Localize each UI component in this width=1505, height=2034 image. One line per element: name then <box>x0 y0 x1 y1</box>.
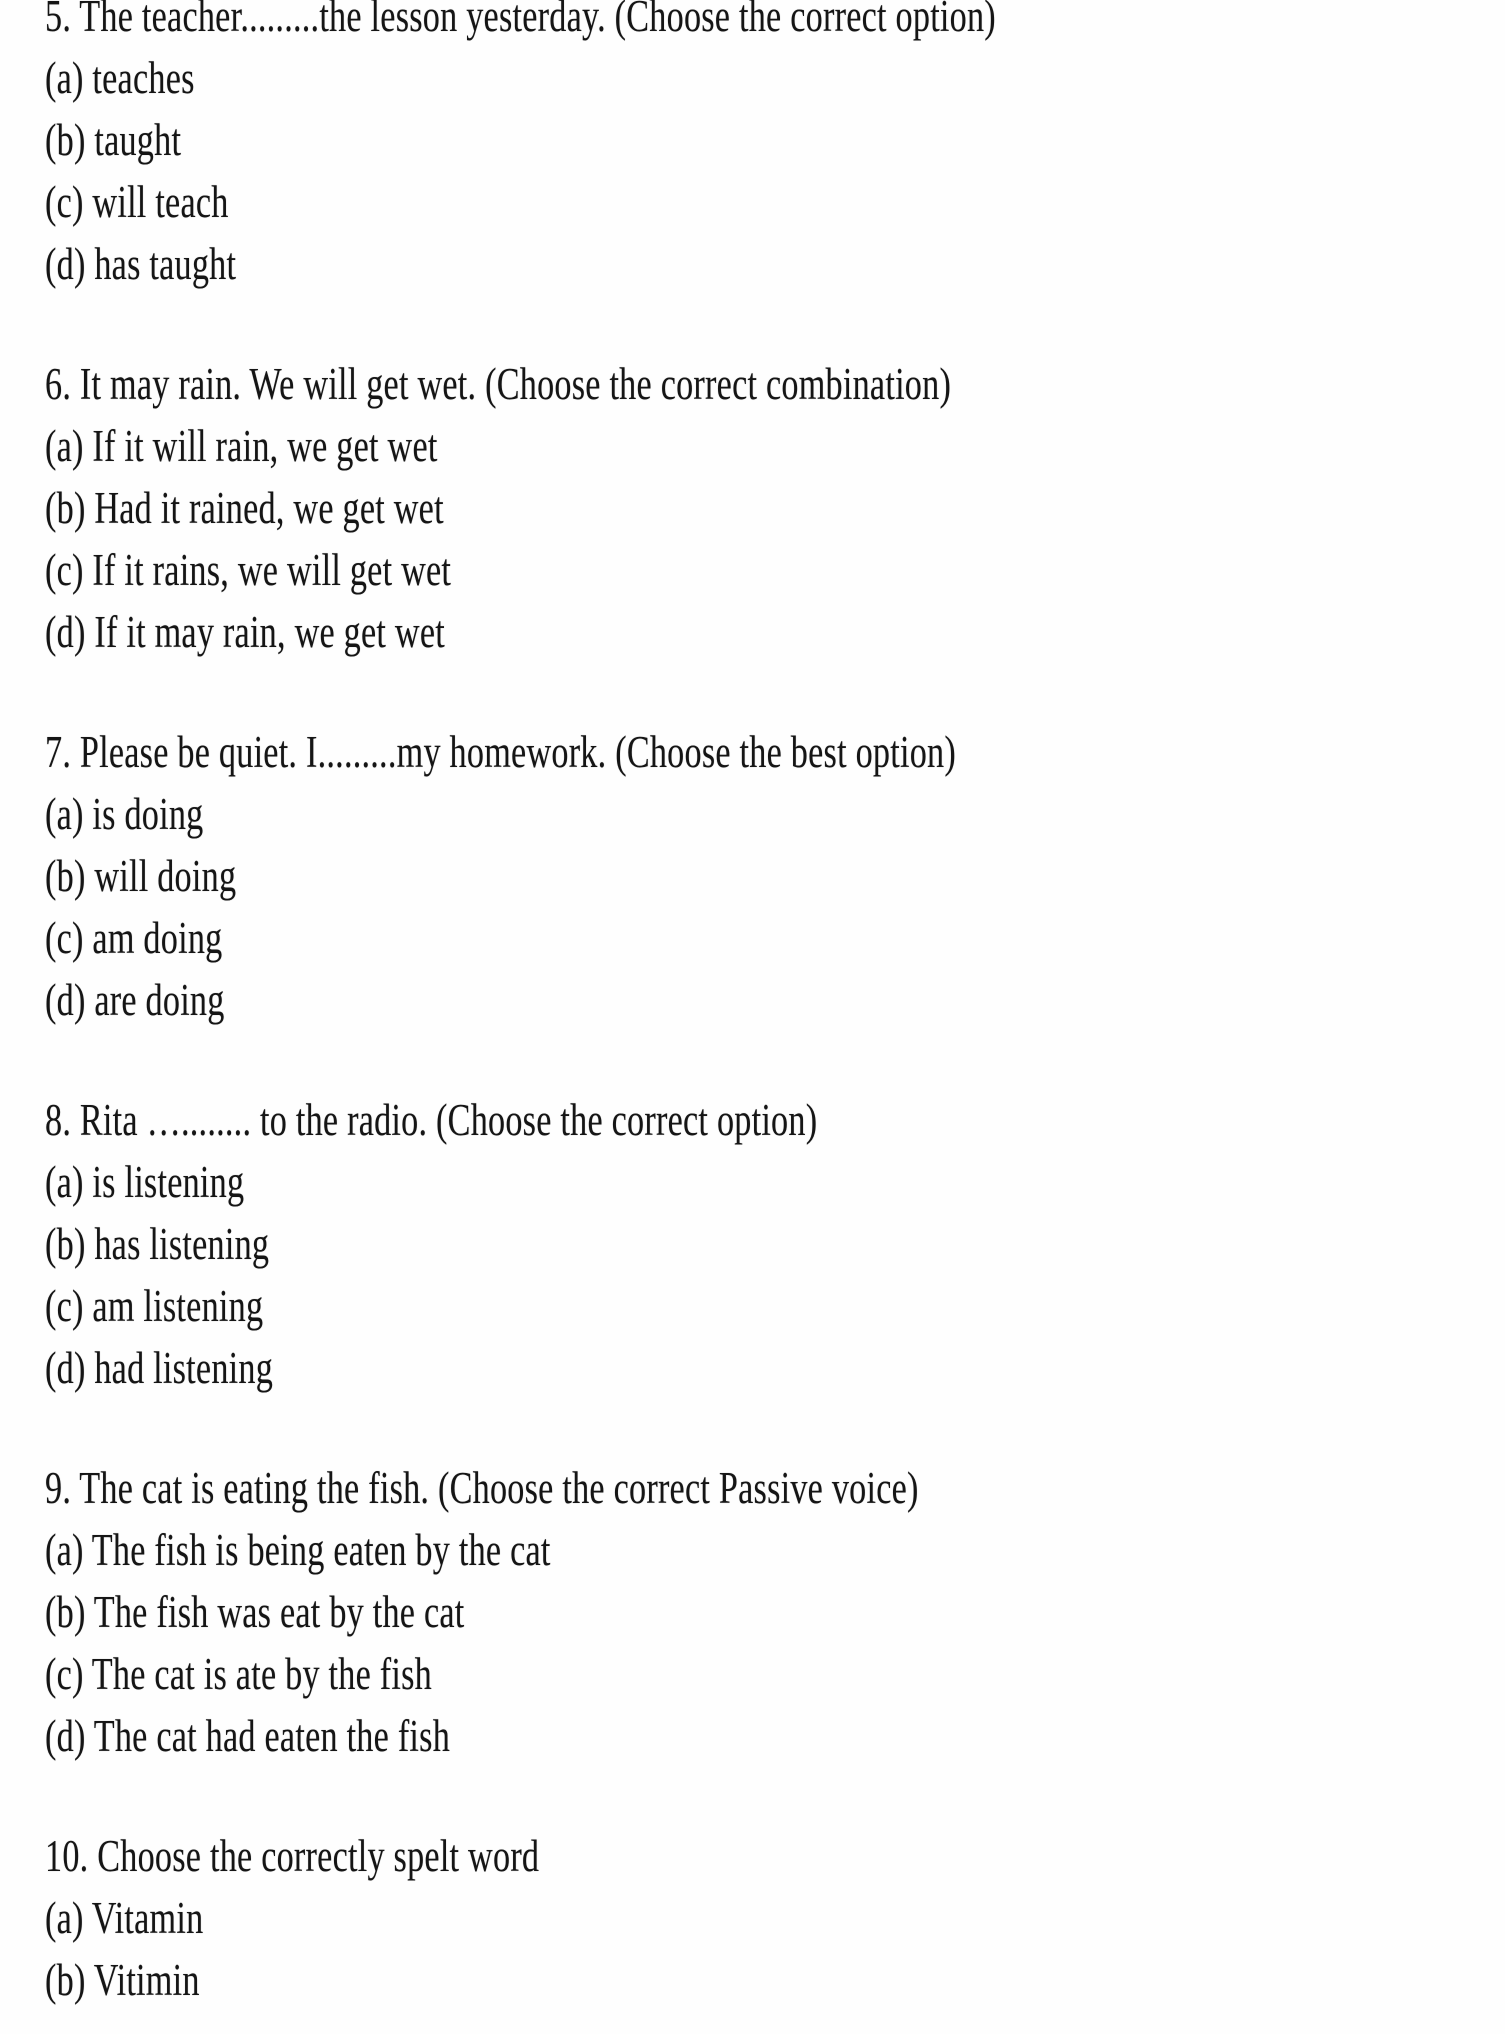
answer-option-text: (c) will teach <box>45 177 229 227</box>
question-prompt <box>45 726 1495 788</box>
answer-option-text: (b) The fish was eat by the cat <box>45 1587 465 1637</box>
question-block-10 <box>45 1830 1495 2016</box>
answer-option <box>45 606 1495 668</box>
question-prompt <box>45 1462 1495 1524</box>
answer-option-text: (c) If it rains, we will get wet <box>45 545 452 595</box>
answer-option-text: (a) teaches <box>45 53 195 103</box>
answer-option-text: (a) is listening <box>45 1157 245 1207</box>
answer-option <box>45 1586 1495 1648</box>
answer-option-text: (b) has listening <box>45 1219 270 1269</box>
question-prompt-text: 8. Rita …........ to the radio. (Choose the correct option) <box>45 1095 818 1145</box>
answer-option-text: (a) is doing <box>45 789 204 839</box>
answer-option-text: (c) am doing <box>45 913 223 963</box>
question-prompt-text: 6. It may rain. We will get wet. (Choose the correct combination) <box>45 359 952 409</box>
question-block-5 <box>45 0 1495 300</box>
answer-option <box>45 974 1495 1036</box>
answer-option <box>45 850 1495 912</box>
question-prompt-text: 9. The cat is eating the fish. (Choose the correct Passive voice) <box>45 1463 919 1513</box>
question-block-9 <box>45 1462 1495 1772</box>
answer-option-text: (d) has taught <box>45 239 237 289</box>
answer-option <box>45 176 1495 238</box>
question-prompt <box>45 1830 1495 1892</box>
answer-option <box>45 788 1495 850</box>
answer-option <box>45 238 1495 300</box>
answer-option-text: (d) If it may rain, we get wet <box>45 607 445 657</box>
answer-option-text: (c) The cat is ate by the fish <box>45 1649 433 1699</box>
answer-option-text: (c) am listening <box>45 1281 264 1331</box>
answer-option-text: (b) taught <box>45 115 182 165</box>
answer-option-text: (d) are doing <box>45 975 225 1025</box>
quiz-content <box>45 0 1495 2016</box>
answer-option-text: (a) The fish is being eaten by the cat <box>45 1525 551 1575</box>
question-prompt <box>45 358 1495 420</box>
question-prompt-text: 10. Choose the correctly spelt word <box>45 1831 540 1881</box>
answer-option <box>45 1892 1495 1954</box>
answer-option <box>45 1710 1495 1772</box>
question-block-6 <box>45 358 1495 668</box>
question-block-7 <box>45 726 1495 1036</box>
question-prompt <box>45 1094 1495 1156</box>
answer-option <box>45 1954 1495 2016</box>
question-prompt-text: 5. The teacher.........the lesson yesterday. (Choose the correct option) <box>45 0 996 41</box>
question-prompt-text: 7. Please be quiet. I.........my homework. (Choose the best option) <box>45 727 956 777</box>
answer-option-text: (a) Vitamin <box>45 1893 204 1943</box>
answer-option-text: (b) will doing <box>45 851 237 901</box>
answer-option-text: (d) The cat had eaten the fish <box>45 1711 451 1761</box>
answer-option <box>45 1280 1495 1342</box>
answer-option <box>45 52 1495 114</box>
answer-option-text: (b) Vitimin <box>45 1955 200 2005</box>
answer-option <box>45 420 1495 482</box>
answer-option-text: (d) had listening <box>45 1343 274 1393</box>
answer-option-text: (a) If it will rain, we get wet <box>45 421 438 471</box>
answer-option <box>45 114 1495 176</box>
answer-option <box>45 912 1495 974</box>
answer-option <box>45 1524 1495 1586</box>
answer-option-text: (b) Had it rained, we get wet <box>45 483 444 533</box>
answer-option <box>45 544 1495 606</box>
answer-option <box>45 1648 1495 1710</box>
question-prompt <box>45 0 1495 52</box>
answer-option <box>45 1156 1495 1218</box>
answer-option <box>45 482 1495 544</box>
question-block-8 <box>45 1094 1495 1404</box>
answer-option <box>45 1342 1495 1404</box>
answer-option <box>45 1218 1495 1280</box>
